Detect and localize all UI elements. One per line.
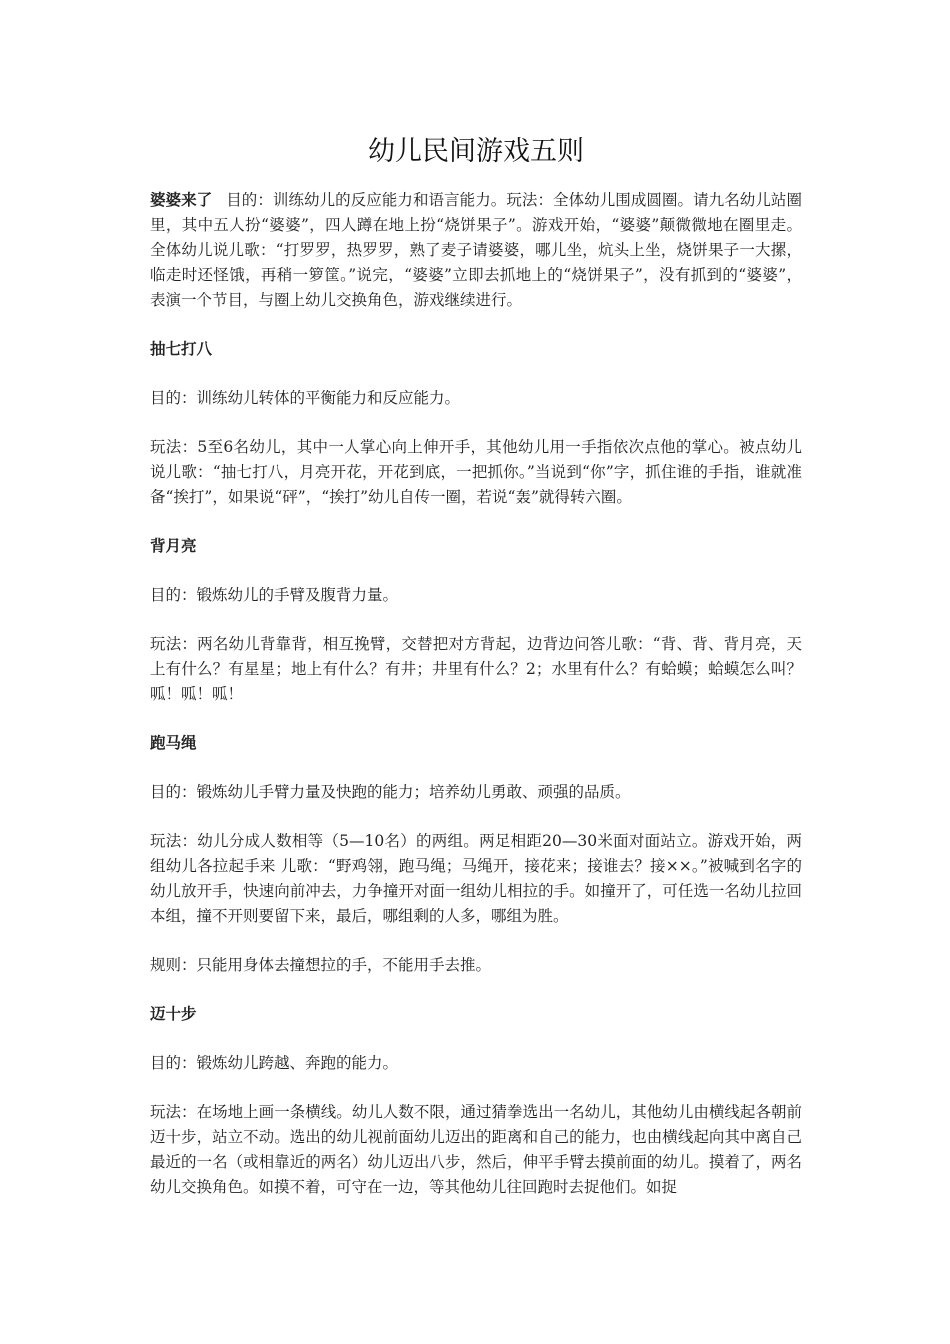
game-4-rule: 规则：只能用身体去撞想拉的手，不能用手去推。 bbox=[150, 956, 492, 974]
game-1-heading: 婆婆来了 bbox=[150, 191, 213, 209]
game-3-heading: 背月亮 bbox=[150, 537, 197, 555]
game-2-play: 玩法：5至6名幼儿，其中一人掌心向上伸开手，其他幼儿用一手指依次点他的掌心。被点幼儿说儿歌：“抽七打八，月亮开花，开花到底，一把抓你。”当说到“你”字，抓住谁的手指，谁就准备“挨打”，如果说“砰”，“挨打”幼儿自传一圈，若说“轰”就得转六圈。 bbox=[150, 438, 802, 506]
game-3-purpose: 目的：锻炼幼儿的手臂及腹背力量。 bbox=[150, 586, 399, 604]
game-5-heading: 迈十步 bbox=[150, 1005, 197, 1023]
document-title: 幼儿民间游戏五则 bbox=[368, 136, 584, 167]
document-page bbox=[150, 0, 802, 1200]
game-3-play: 玩法：两名幼儿背靠背，相互挽臂，交替把对方背起，边背边问答儿歌：“背、背、背月亮，天上有什么？有星星；地上有什么？有井；井里有什么？2；水里有什么？有蛤蟆；蛤蟆怎么叫？呱！呱！呱！ bbox=[150, 635, 802, 703]
game-4-play: 玩法：幼儿分成人数相等（5—10名）的两组。两足相距20—30米面对面站立。游戏开始，两组幼儿各拉起手来 儿歌：“野鸡翎，跑马绳；马绳开，接花来；接谁去？接××。”被喊到名字的幼儿放开手，快速向前冲去，力争撞开对面一组幼儿相拉的手。如撞开了，可任选一名幼儿拉回本组，撞不开则要留下来，最后，哪组剩的人多，哪组为胜。 bbox=[150, 832, 802, 925]
game-1-text: 目的：训练幼儿的反应能力和语言能力。玩法：全体幼儿围成圆圈。请九名幼儿站圈里，其中五人扮“婆婆”，四人蹲在地上扮“烧饼果子”。游戏开始，“婆婆”颠微微地在圈里走。全体幼儿说儿歌：“打罗罗，热罗罗，熟了麦子请婆婆，哪儿坐，炕头上坐，烧饼果子一大摞，临走时还怪饿，再稍一箩筐。”说完，“婆婆”立即去抓地上的“烧饼果子”，没有抓到的“婆婆”，表演一个节目，与圈上幼儿交换角色，游戏继续进行。 bbox=[150, 191, 802, 309]
game-4-purpose: 目的：锻炼幼儿手臂力量及快跑的能力；培养幼儿勇敢、顽强的品质。 bbox=[150, 783, 631, 801]
game-2-purpose: 目的：训练幼儿转体的平衡能力和反应能力。 bbox=[150, 389, 461, 407]
game-4-heading: 跑马绳 bbox=[150, 734, 197, 752]
game-2-heading: 抽七打八 bbox=[150, 340, 213, 358]
game-5-purpose: 目的：锻炼幼儿跨越、奔跑的能力。 bbox=[150, 1054, 399, 1072]
game-1-paragraph bbox=[150, 188, 802, 313]
game-5-play: 玩法：在场地上画一条横线。幼儿人数不限，通过猜拳选出一名幼儿，其他幼儿由横线起各朝前迈十步，站立不动。选出的幼儿视前面幼儿迈出的距离和自己的能力，也由横线起向其中离自己最近的一名（或相靠近的两名）幼儿迈出八步，然后，伸平手臂去摸前面的幼儿。摸着了，两名幼儿交换角色。如摸不着，可守在一边，等其他幼儿往回跑时去捉他们。如捉 bbox=[150, 1103, 802, 1196]
